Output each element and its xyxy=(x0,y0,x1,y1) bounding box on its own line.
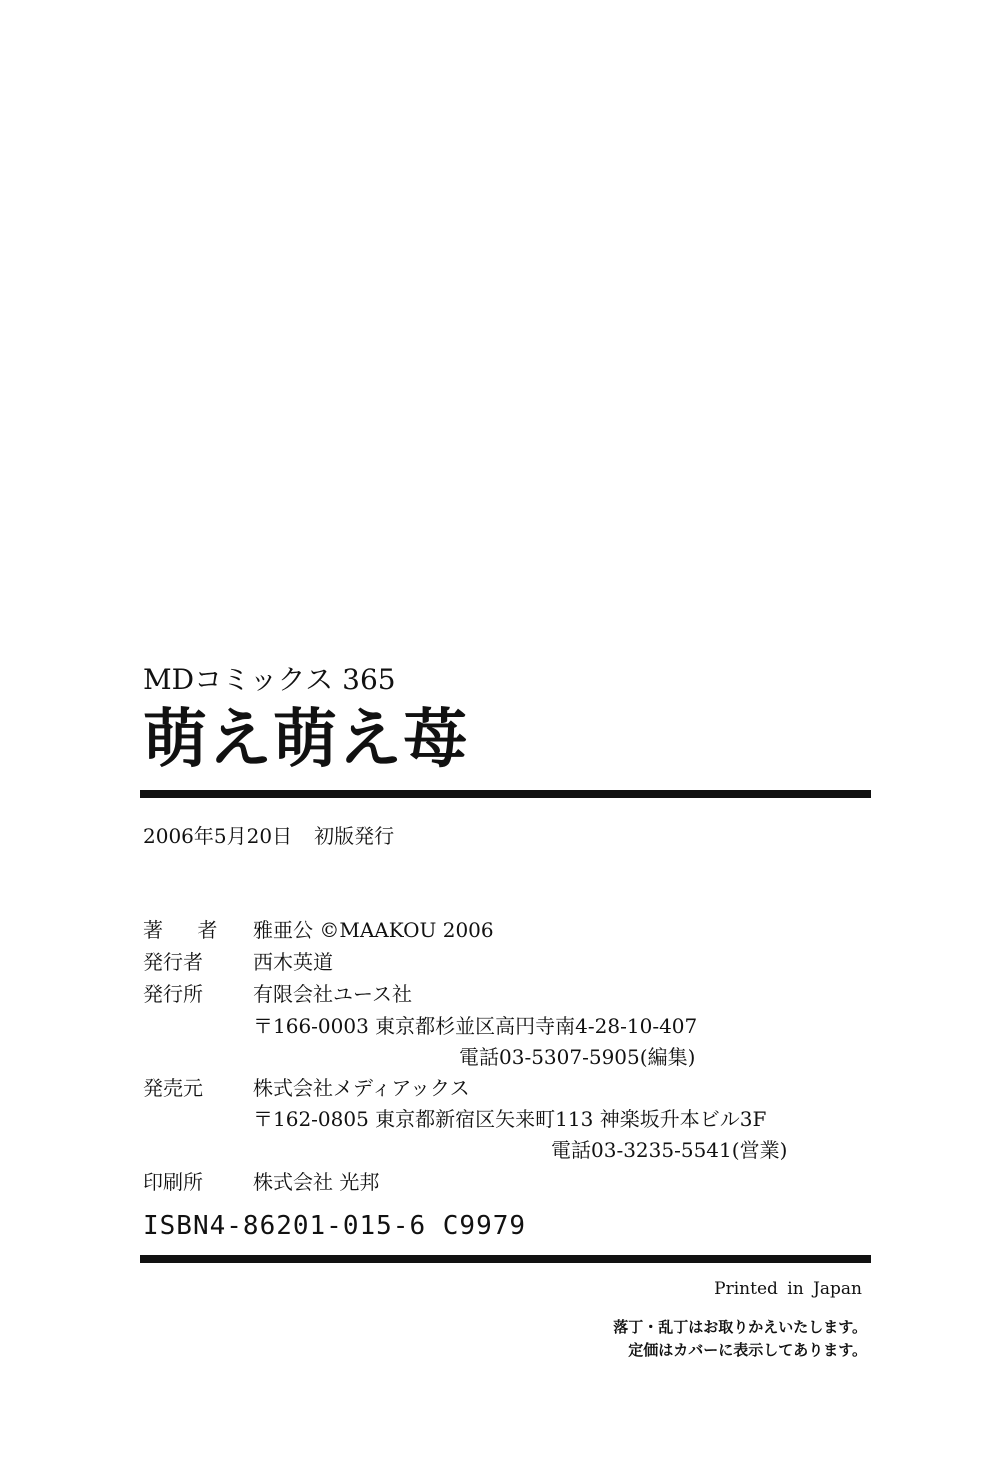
edition-label: 初版発行 xyxy=(314,824,395,848)
notice-misprint: 落丁・乱丁はお取りかえいたします。 xyxy=(613,1318,867,1336)
printer-value: 株式会社 光邦 xyxy=(253,1170,380,1194)
notice-price: 定価はカバーに表示してあります。 xyxy=(628,1341,867,1359)
publishing-house-phone: 電話03-5307-5905(編集) xyxy=(459,1045,696,1069)
distributor-phone: 電話03-3235-5541(営業) xyxy=(551,1138,788,1162)
printed-in-japan: Printed in Japan xyxy=(714,1279,862,1299)
publisher-person-label: 発行者 xyxy=(143,950,203,974)
distributor-label: 発売元 xyxy=(143,1076,203,1100)
top-divider xyxy=(140,790,871,798)
publisher-person-value: 西木英道 xyxy=(253,950,333,974)
edition-date: 2006年5月20日 xyxy=(143,824,293,848)
author-value: 雅亜公 ©MAAKOU 2006 xyxy=(253,918,494,942)
printer-label: 印刷所 xyxy=(143,1170,203,1194)
isbn-code: ISBN4-86201-015-6 C9979 xyxy=(143,1211,527,1241)
book-title: 萌え萌え苺 xyxy=(143,703,468,777)
series-name: MDコミックス 365 xyxy=(143,663,396,696)
distributor-name: 株式会社メディアックス xyxy=(253,1076,470,1100)
author-label: 著 者 xyxy=(143,918,232,942)
publishing-house-label: 発行所 xyxy=(143,982,203,1006)
edition-line xyxy=(143,821,394,851)
bottom-divider xyxy=(140,1255,871,1263)
publishing-house-name: 有限会社ユース社 xyxy=(253,982,412,1006)
distributor-address: 〒162-0805 東京都新宿区矢来町113 神楽坂升本ビル3F xyxy=(253,1107,767,1131)
publishing-house-address: 〒166-0003 東京都杉並区高円寺南4-28-10-407 xyxy=(253,1014,698,1038)
